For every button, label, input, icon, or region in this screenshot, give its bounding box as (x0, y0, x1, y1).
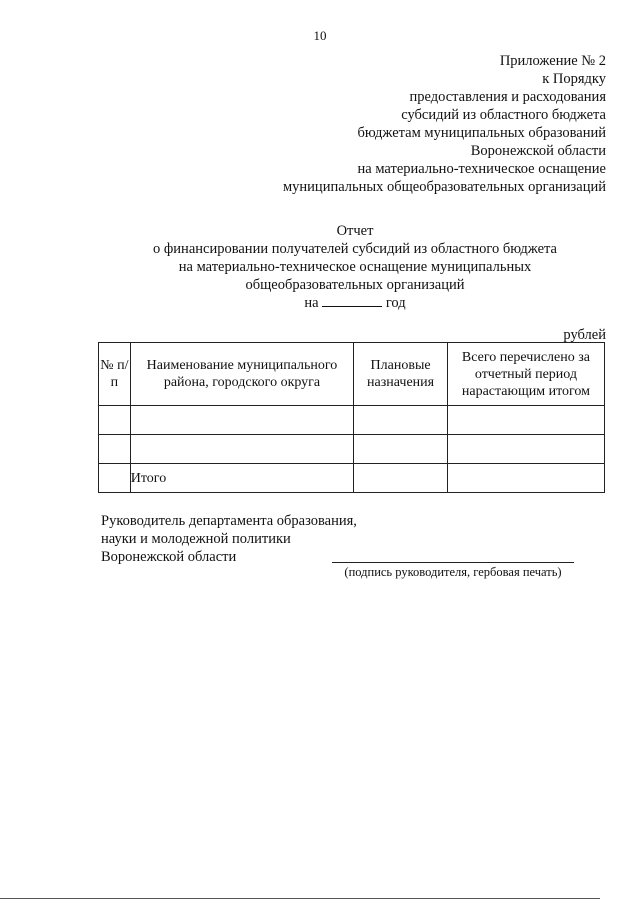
cell-number (99, 435, 131, 464)
signature-line-text: науки и молодежной политики (101, 531, 291, 547)
footer-rule (0, 898, 600, 899)
table-row (99, 406, 605, 435)
appendix-header (283, 52, 606, 196)
header-transferred: Всего перечислено за отчетный период нарастающим итогом (447, 343, 604, 406)
appendix-line: Воронежской области (470, 143, 606, 159)
year-blank (322, 294, 382, 307)
signature-caption: (подпись руководителя, гербовая печать) (344, 565, 562, 579)
signature-block (101, 512, 357, 566)
header-planned: Плановые назначения (354, 343, 448, 406)
appendix-line: предоставления и расходования (409, 89, 606, 105)
total-label: Итого (130, 464, 353, 493)
cell-planned (354, 435, 448, 464)
appendix-line: субсидий из областного бюджета (401, 107, 606, 123)
report-table (98, 342, 605, 493)
header-name: Наименование муниципального района, городского округа (130, 343, 353, 406)
report-subtitle-line: общеобразовательных организаций (245, 277, 465, 293)
table-header-row (99, 343, 605, 406)
signature-line-text: Руководитель департамента образования, (101, 513, 357, 529)
cell-planned (354, 464, 448, 493)
cell-transferred (447, 406, 604, 435)
report-subtitle-line: на материально-техническое оснащение муниципальных (178, 259, 532, 275)
cell-planned (354, 406, 448, 435)
cell-number (99, 406, 131, 435)
year-prefix: на (304, 295, 319, 311)
signature-rule (332, 562, 574, 563)
year-suffix: год (385, 295, 406, 311)
cell-number (99, 464, 131, 493)
report-subtitle-line: о финансировании получателей субсидий из областного бюджета (153, 241, 557, 257)
currency-unit: рублей (563, 327, 606, 343)
appendix-line: к Порядку (542, 71, 606, 87)
appendix-line: Приложение № 2 (499, 53, 606, 69)
signature-line-text: Воронежской области (101, 549, 237, 565)
appendix-line: муниципальных общеобразовательных организаций (282, 179, 606, 195)
appendix-line: бюджетам муниципальных образований (357, 125, 606, 141)
report-title: Отчет (336, 223, 374, 239)
cell-name (130, 435, 353, 464)
report-year-line (0, 294, 640, 312)
table-total-row (99, 464, 605, 493)
page-number: 10 (313, 28, 327, 43)
header-number: № п/п (99, 343, 131, 406)
table-row (99, 435, 605, 464)
report-title-block (0, 222, 640, 312)
cell-name (130, 406, 353, 435)
appendix-line: на материально-техническое оснащение (357, 161, 606, 177)
cell-transferred (447, 464, 604, 493)
cell-transferred (447, 435, 604, 464)
